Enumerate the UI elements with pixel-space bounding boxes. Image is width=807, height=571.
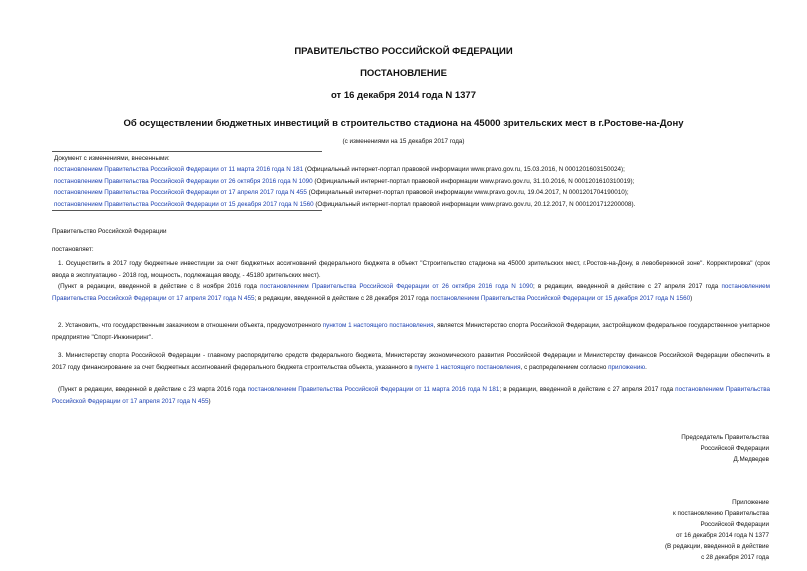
signature-organization: Российской Федерации [700, 445, 769, 452]
document-title: Об осуществлении бюджетных инвестиций в строительство стадиона на 45000 зрительских мест в г.Ростове-на-Дону [123, 118, 684, 129]
decides-line: постановляет: [52, 246, 94, 253]
amendment-item [54, 164, 625, 176]
government-heading: ПРАВИТЕЛЬСТВО РОССИЙСКОЙ ФЕДЕРАЦИИ [294, 46, 513, 57]
p3-link-2[interactable]: приложению [608, 363, 646, 371]
signature-position: Председатель Правительства [681, 434, 769, 441]
revision-note: (с изменениями на 15 декабря 2017 года) [342, 138, 465, 145]
amendments-label: Документ с изменениями, внесенными: [54, 155, 170, 162]
signature-name: Д.Медведев [733, 456, 769, 463]
p3-note-link-1[interactable]: постановлением Правительства Российской Федерации от 11 марта 2016 года N 181 [247, 386, 500, 393]
amendment-item [54, 176, 634, 188]
amendment-link[interactable]: постановлением Правительства Российской Федерации от 11 марта 2016 года N 181 [54, 166, 304, 173]
document-type-heading: ПОСТАНОВЛЕНИЕ [360, 68, 447, 79]
appendix-line: Российской Федерации [700, 521, 769, 528]
amendment-item [54, 187, 629, 199]
paragraph-3: 3. Министерству спорта Российской Федерации - главному распорядителю средств федерального бюджета, Министерству экономического развития Российской Федерации и Министерству финансов Российской Федерации обеспечить в 2017 году финансирование за счет бюджетных ассигнований федерального бюджета строительства объекта, указанного в пункте 1 настоящего постановления, с распределением согласно приложению. [52, 352, 770, 371]
p3-link-1[interactable]: пункте 1 настоящего постановления [414, 363, 521, 371]
amendment-link[interactable]: постановлением Правительства Российской Федерации от 26 октября 2016 года N 1090 [54, 177, 313, 185]
amendment-link[interactable]: постановлением Правительства Российской Федерации от 17 апреля 2017 года N 455 [54, 189, 307, 196]
appendix-line: с 28 декабря 2017 года [701, 554, 769, 561]
amendment-source: (Официальный интернет-портал правовой информации www.pravo.gov.ru, 15.03.2016, N 0001201603150024); [303, 166, 625, 173]
paragraph-2: 2. Установить, что государственным заказчиком в отношении объекта, предусмотренного пунктом 1 настоящего постановления, является Министерство спорта Российской Федерации, застройщиком федеральное государственное унитарное предприятие "Спорт-Инжиниринг". [52, 322, 770, 341]
appendix-title: Приложение [732, 499, 769, 506]
p2-link[interactable]: пунктом 1 настоящего постановления [322, 322, 434, 329]
amendment-link[interactable]: постановлением Правительства Российской Федерации от 15 декабря 2017 года N 1560 [54, 200, 314, 208]
amendment-source: (Официальный интернет-портал правовой информации www.pravo.gov.ru, 20.12.2017, N 0001201712200008). [313, 200, 636, 208]
p1-note-link-1[interactable]: постановлением Правительства Российской Федерации от 26 октября 2016 года N 1090 [260, 283, 534, 290]
paragraph-1: 1. Осуществить в 2017 году бюджетные инвестиции за счет бюджетных ассигнований федерального бюджета в объект "Строительство стадиона на 45000 зрительских мест, г.Ростов-на-Дону, в левобережной зоне". Корректировка" (срок ввода в эксплуатацию - 2018 год, мощность, подлежащая вводу, - 45180 зрительских мест). [52, 260, 770, 279]
divider-bottom [52, 210, 322, 211]
appendix-line: (В редакции, введенной в действие [664, 543, 769, 550]
signature-block [529, 432, 769, 465]
amendment-item [54, 199, 635, 211]
appendix-block [529, 497, 769, 563]
divider-top [52, 151, 322, 152]
appendix-line: к постановлению Правительства [673, 510, 769, 517]
date-number-heading: от 16 декабря 2014 года N 1377 [330, 90, 476, 101]
issuer-line: Правительство Российской Федерации [52, 228, 167, 235]
appendix-line: от 16 декабря 2014 года N 1377 [675, 532, 769, 539]
p1-note-link-3[interactable]: постановлением Правительства Российской Федерации от 15 декабря 2017 года N 1560 [430, 294, 691, 302]
p1-note-link-2[interactable]: постановлением Правительства Российской Федерации от 17 апреля 2017 года N 455 [52, 283, 771, 302]
paragraph-3-note: (Пункт в редакции, введенной в действие с 23 марта 2016 года постановлением Правительства Российской Федерации от 11 марта 2016 года N 181; в редакции, введенной в действие с 27 апреля 2017 года постановлением Правительства Российской Федерации от 17 апреля 2017 года N 455) [52, 386, 770, 405]
paragraph-1-note: (Пункт в редакции, введенной в действие с 8 ноября 2016 года постановлением Правительства Российской Федерации от 26 октября 2016 года N 1090; в редакции, введенной в действие с 27 апреля 2017 года постановлением Правительства Российской Федерации от 17 апреля 2017 года N 455; в редакции, введенной в действие с 28 декабря 2017 года постановлением Правительства Российской Федерации от 15 декабря 2017 года N 1560) [52, 283, 771, 302]
amendment-source: (Официальный интернет-портал правовой информации www.pravo.gov.ru, 31.10.2016, N 0001201610310019); [312, 177, 635, 185]
p3-note-link-2[interactable]: постановлением Правительства Российской Федерации от 17 апреля 2017 года N 455 [52, 386, 770, 405]
amendment-source: (Официальный интернет-портал правовой информации www.pravo.gov.ru, 19.04.2017, N 0001201704190010); [306, 189, 629, 196]
